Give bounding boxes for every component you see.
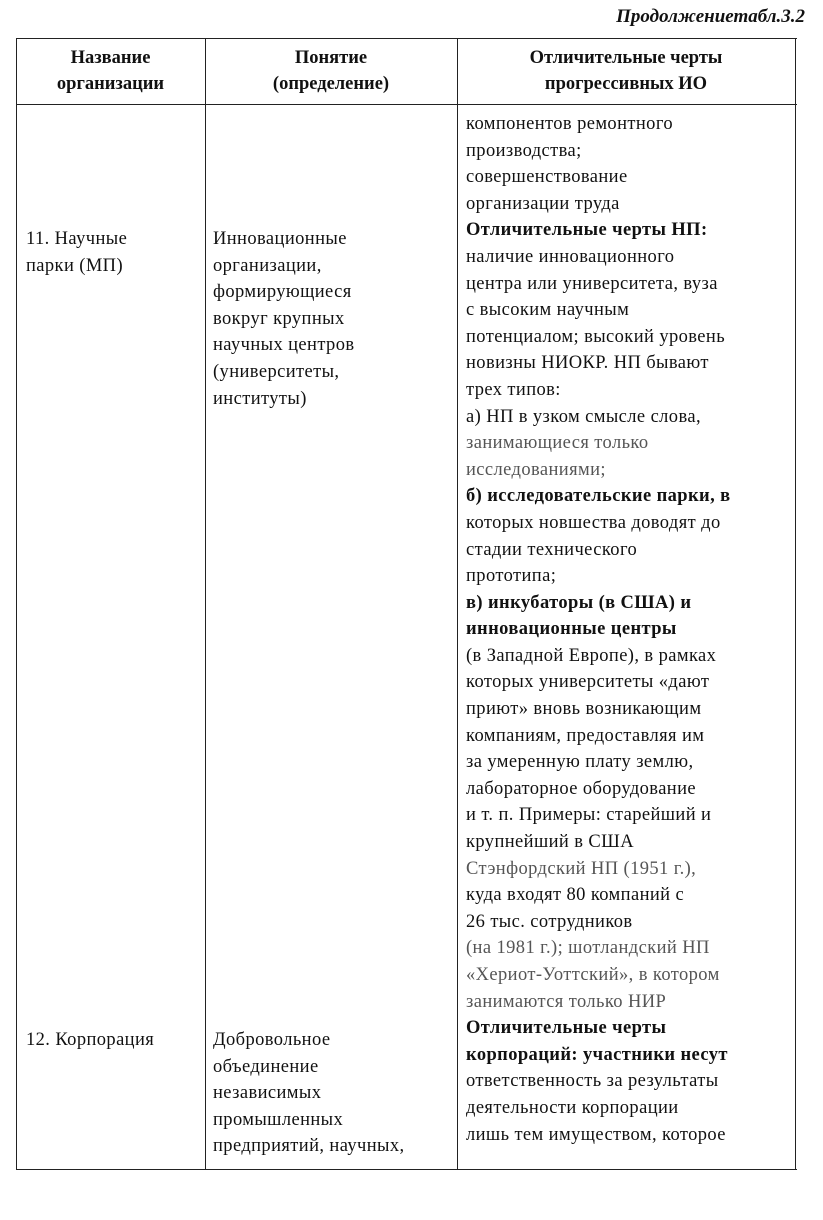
definition-corporation: Добровольное объединение независимых промышленных предприятий, научных,: [213, 1030, 405, 1157]
definition-science-parks: Инновационные организации, формирующиеся вокруг крупных научных центров (университеты, институты): [213, 229, 355, 409]
org-name-corporation: 12. Корпорация: [26, 1030, 155, 1050]
table-caption: Продолжениетабл.3.2: [616, 6, 805, 27]
organizations-table: [16, 38, 797, 1170]
header-features: Отличительные черты прогрессивных ИО: [529, 48, 723, 94]
column-divider: [205, 39, 206, 1169]
table-border-left: [16, 39, 17, 1169]
header-organization-name: Название организации: [56, 48, 165, 94]
column-divider: [457, 39, 458, 1169]
org-name-science-parks: 11. Научные парки (МП): [26, 229, 128, 276]
features-heading: Отличительные черты НП:: [466, 220, 708, 241]
features-heading: Отличительные черты: [466, 1018, 667, 1039]
features-science-parks: компонентов ремонтного производства; совершенствование организации труда Отличительные черты НП: наличие инновационного центра или университета, вуза с высоким научным потенциалом; высокий уровень новизны НИОКР. НП бывают трех типов: а) НП в узком смысле слова, занимающиеся только исследованиями; б) исследовательские парки, в которых новшества доводят до стадии технического прототипа; в) инкубаторы (в США) и инновационные центры (в Западной Европе), в рамках которых университеты «дают приют» вновь возникающим компаниям, предоставляя им за умеренную плату землю, лабораторное оборудование и т. п. Примеры: старейший и крупнейший в США Стэнфордский НП (1951 г.), куда входят 80 компаний с 26 тыс. сотрудников (на 1981 г.); шотландский НП «Хериот-Уоттский», в котором занимаются только НИР Отличительные черты корпораций: участники несут ответственность за результаты деятельности корпорации лишь тем имуществом, которое: [466, 114, 731, 1145]
header-divider: [16, 104, 797, 105]
table-border-right: [795, 39, 796, 1169]
header-definition: Понятие (определение): [272, 48, 390, 94]
